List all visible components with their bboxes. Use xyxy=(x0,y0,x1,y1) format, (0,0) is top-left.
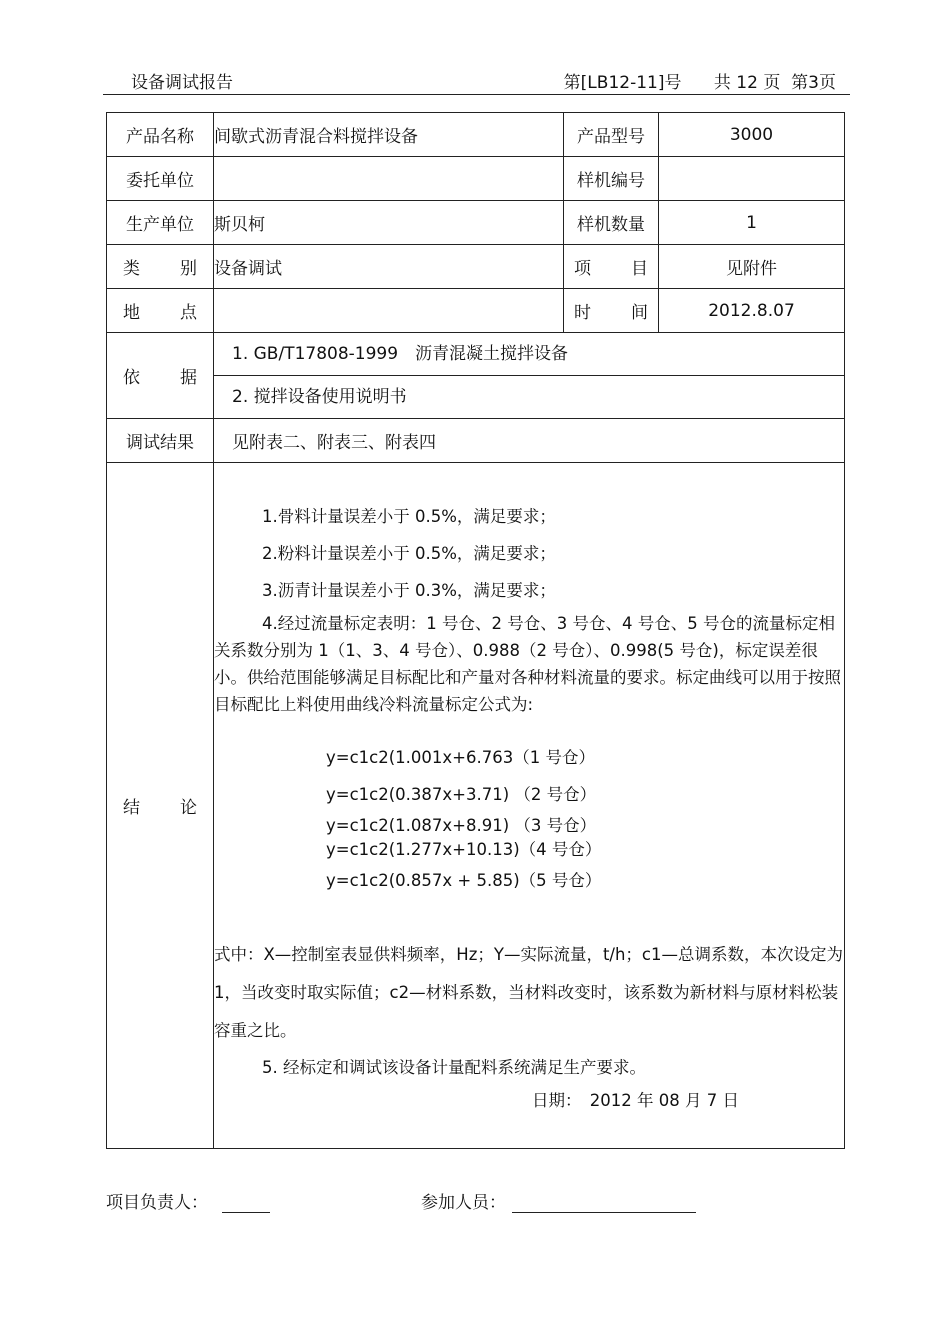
value-basis xyxy=(214,333,845,419)
value-manufacturer: 斯贝柯 xyxy=(214,201,564,245)
conclusion-item-4: 4.经过流量标定表明：1 号仓、2 号仓、3 号仓、4 号仓、5 号仓的流量标定相关系数分别为 1（1、3、4 号仓）、0.988（2 号仓）、0.998(5 号仓)，标定误差很小。供给范围能够满足目标配比和产量对各种材料流量的要求。标定曲线可以用于按照目标配比上料使用曲线冷料流量标定公式为: xyxy=(214,613,841,714)
page-number: 第3页 xyxy=(791,73,836,93)
footer-participants xyxy=(421,1188,696,1213)
value-product-name: 间歇式沥青混合料搅拌设备 xyxy=(214,113,564,157)
value-time: 2012.8.07 xyxy=(659,289,845,333)
participants-label: 参加人员： xyxy=(421,1193,506,1213)
value-place xyxy=(214,289,564,333)
row-conclusion xyxy=(107,463,845,1149)
basis-item-2: 2. 搅拌设备使用说明书 xyxy=(214,375,844,418)
value-sample-no xyxy=(659,157,845,201)
label-category: 类 别 xyxy=(107,245,214,289)
row-product xyxy=(107,113,845,157)
row-client xyxy=(107,157,845,201)
label-time: 时 间 xyxy=(564,289,659,333)
conclusion-date: 日期： 2012 年 08 月 7 日 xyxy=(532,1090,739,1110)
leader-signature-line[interactable] xyxy=(222,1192,270,1213)
basis-item-1: 1. GB/T17808-1999 沥青混凝土搅拌设备 xyxy=(232,344,569,364)
row-category xyxy=(107,245,845,289)
participants-signature-line[interactable] xyxy=(512,1192,696,1213)
label-item: 项 目 xyxy=(564,245,659,289)
row-basis xyxy=(107,333,845,419)
label-place: 地 点 xyxy=(107,289,214,333)
formula-bin-4: y=c1c2(1.277x+10.13)（4 号仓） xyxy=(326,839,602,859)
formula-bin-2: y=c1c2(0.387x+3.71) （2 号仓） xyxy=(326,784,597,804)
label-manufacturer: 生产单位 xyxy=(107,201,214,245)
conclusion-item-1: 1.骨料计量误差小于 0.5%，满足要求； xyxy=(262,506,556,526)
formula-bin-3: y=c1c2(1.087x+8.91) （3 号仓） xyxy=(326,815,597,835)
conclusion-item-5: 5. 经标定和调试该设备计量配料系统满足生产要求。 xyxy=(262,1057,646,1077)
formula-legend: 式中：X—控制室表显供料频率，Hz；Y—实际流量，t/h；c1—总调系数，本次设定为 1，当改变时取实际值；c2—材料系数，当材料改变时，该系数为新材料与原材料松装容重之比。 xyxy=(214,944,844,1040)
conclusion-item-2: 2.粉料计量误差小于 0.5%，满足要求； xyxy=(262,543,556,563)
label-basis: 依 据 xyxy=(107,333,214,419)
value-model: 3000 xyxy=(659,113,845,157)
label-model: 产品型号 xyxy=(564,113,659,157)
footer-leader xyxy=(106,1188,270,1213)
value-item: 见附件 xyxy=(659,245,845,289)
row-place xyxy=(107,289,845,333)
report-title: 设备调试报告 xyxy=(131,73,233,93)
total-pages: 共 12 页 xyxy=(713,73,781,93)
report-page-info xyxy=(564,68,836,93)
value-sample-qty: 1 xyxy=(659,201,845,245)
label-product-name: 产品名称 xyxy=(107,113,214,157)
row-manufacturer xyxy=(107,201,845,245)
formula-bin-1: y=c1c2(1.001x+6.763（1 号仓） xyxy=(326,747,595,767)
label-sample-no: 样机编号 xyxy=(564,157,659,201)
conclusion-body xyxy=(214,463,845,1149)
report-number: 第[LB12-11]号 xyxy=(563,73,682,93)
formula-bin-5: y=c1c2(0.857x + 5.85)（5 号仓） xyxy=(326,870,602,890)
report-table xyxy=(106,112,845,1149)
value-category: 设备调试 xyxy=(214,245,564,289)
label-result: 调试结果 xyxy=(107,419,214,463)
label-conclusion: 结 论 xyxy=(107,463,214,1149)
value-result: 见附表二、附表三、附表四 xyxy=(214,419,845,463)
label-client: 委托单位 xyxy=(107,157,214,201)
leader-label: 项目负责人： xyxy=(106,1193,208,1213)
page-header xyxy=(103,62,850,95)
value-client xyxy=(214,157,564,201)
conclusion-item-3: 3.沥青计量误差小于 0.3%，满足要求； xyxy=(262,580,556,600)
row-result xyxy=(107,419,845,463)
label-sample-qty: 样机数量 xyxy=(564,201,659,245)
